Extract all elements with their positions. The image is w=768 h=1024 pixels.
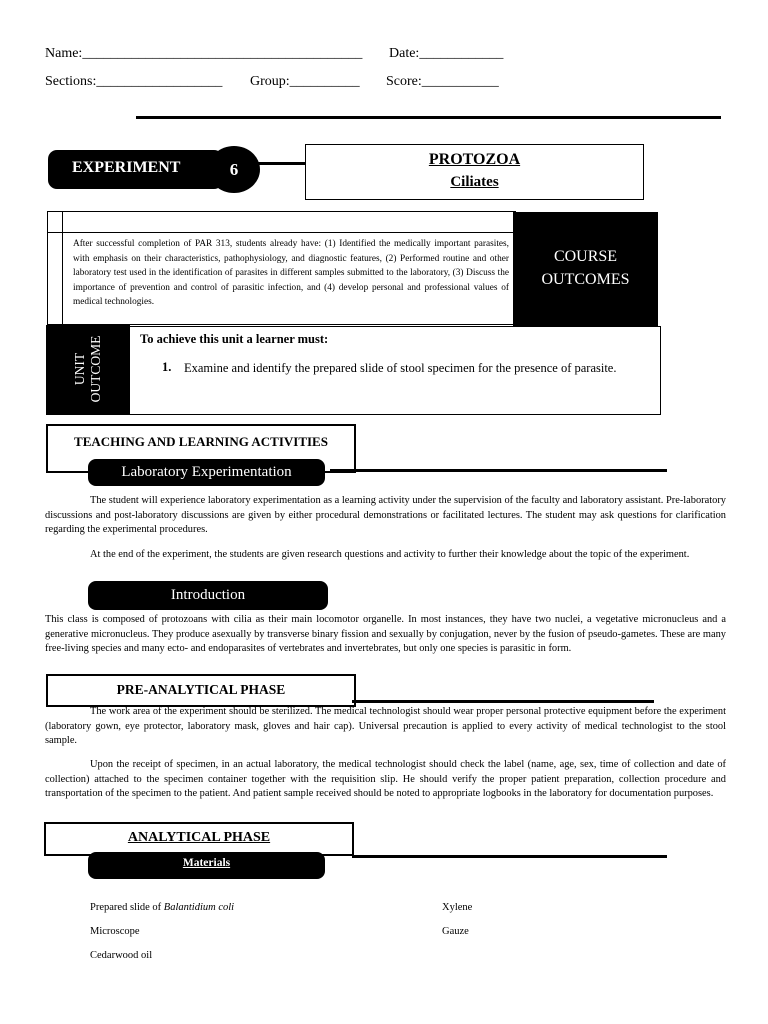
pre-analytical-paragraph-1: The work area of the experiment should be sterilized. The medical technologist should wear proper personal protective equipment before the experiment (laboratory gown, eye protector, laboratory mask, gloves and hair cap). Universal precaution is applied to every activity of medical technologist to the stool sample. (45, 706, 726, 747)
pre-analytical-heading: PRE-ANALYTICAL PHASE (116, 682, 286, 697)
introduction-paragraph: This class is composed of protozoans with cilia as their main locomotor organelle. In most instances, they have two nuclei, a vegetative micronucleus and a generative micronucleus. They produce asexually by transverse binary fission and sexually by conjugation, never by the fusion of pseudo-gametes. These are many free-living species and many ecto- and endoparasites of vertebrates and invertebrates, but only one species is parasitic in form. (45, 614, 726, 655)
name-field[interactable]: Name:________________________________________ (45, 46, 363, 61)
unit-outcome-heading: To achieve this unit a learner must: (140, 332, 329, 346)
experiment-title-box (305, 144, 644, 200)
pre-analytical-paragraph-2: Upon the receipt of specimen, in an actual laboratory, the medical technologist should check the label (name, age, sex, time of collection and date of collection) attached to the specimen container together with the requisition slip. He should verify the proper patient preparation, collection procedure and transportation of the specimen to the patient. And patient sample received should be noted to appropriate logbooks in the laboratory for documentation purposes. (45, 759, 726, 800)
introduction-pill (88, 581, 328, 610)
teaching-paragraph-2: At the end of the experiment, the students are given research questions and activity to further their knowledge about the topic of the experiment. (90, 549, 690, 560)
course-outcomes-box (47, 211, 516, 325)
unit-outcome-box (46, 326, 661, 415)
header-divider (136, 116, 721, 119)
material-item: Xylene (442, 902, 473, 913)
material-item: Cedarwood oil (90, 950, 153, 961)
unit-outcome-label: UNIT OUTCOME (46, 325, 130, 414)
analytical-heading: ANALYTICAL PHASE (127, 830, 271, 845)
materials-heading: Materials (182, 857, 231, 869)
teaching-heading: TEACHING AND LEARNING ACTIVITIES (74, 434, 328, 449)
lab-experimentation-pill (88, 459, 325, 486)
experiment-connector (258, 162, 306, 165)
experiment-subtitle: Ciliates (450, 174, 499, 190)
unit-outcome-item-text: Examine and identify the prepared slide of stool specimen for the presence of parasite. (184, 361, 617, 375)
experiment-title: PROTOZOA (428, 151, 521, 168)
lab-experimentation-heading: Laboratory Experimentation (121, 464, 292, 480)
score-field[interactable]: Score:___________ (386, 74, 499, 89)
group-field[interactable]: Group:__________ (250, 74, 360, 89)
course-outcomes-text: After successful completion of PAR 313, students already have: (1) Identified the medically important parasites, with emphasis on their characteristics, pathophysiology, and diagnostic features, (2) Performed routine and other laboratory test used in the identification of parasites in different samples submitted to the laboratory, (3) Discuss the importance of prevention and control of parasitic infection, and (4) develop personal and professional values of medical technologies. (73, 239, 509, 308)
materials-pill (88, 852, 325, 879)
pre-analytical-rule (352, 700, 654, 703)
unit-outcome-item-num: 1. (162, 360, 172, 374)
material-item: Gauze (442, 926, 469, 937)
teaching-rule (330, 469, 667, 472)
experiment-label: EXPERIMENT (72, 159, 181, 176)
experiment-label-pill (48, 150, 223, 189)
analytical-rule (352, 855, 667, 858)
material-item: Microscope (90, 926, 140, 937)
introduction-heading: Introduction (170, 587, 246, 603)
analytical-heading-box (44, 822, 354, 856)
date-field[interactable]: Date:____________ (389, 46, 504, 61)
experiment-number: 6 (229, 160, 239, 179)
teaching-paragraph-1: The student will experience laboratory experimentation as a learning activity under the supervision of the faculty and laboratory assistant. Pre-laboratory discussions and post-laboratory discussions are given by either procedural demonstrations or facilitated lectures. The student may ask questions for clarification regarding the experimental procedures. (45, 495, 726, 536)
course-outcomes-label: COURSE OUTCOMES (513, 212, 658, 334)
sections-field[interactable]: Sections:__________________ (45, 74, 223, 89)
material-item: Prepared slide of Balantidium coli (90, 902, 235, 913)
experiment-number-badge (208, 146, 260, 193)
pre-analytical-heading-box (46, 674, 356, 707)
